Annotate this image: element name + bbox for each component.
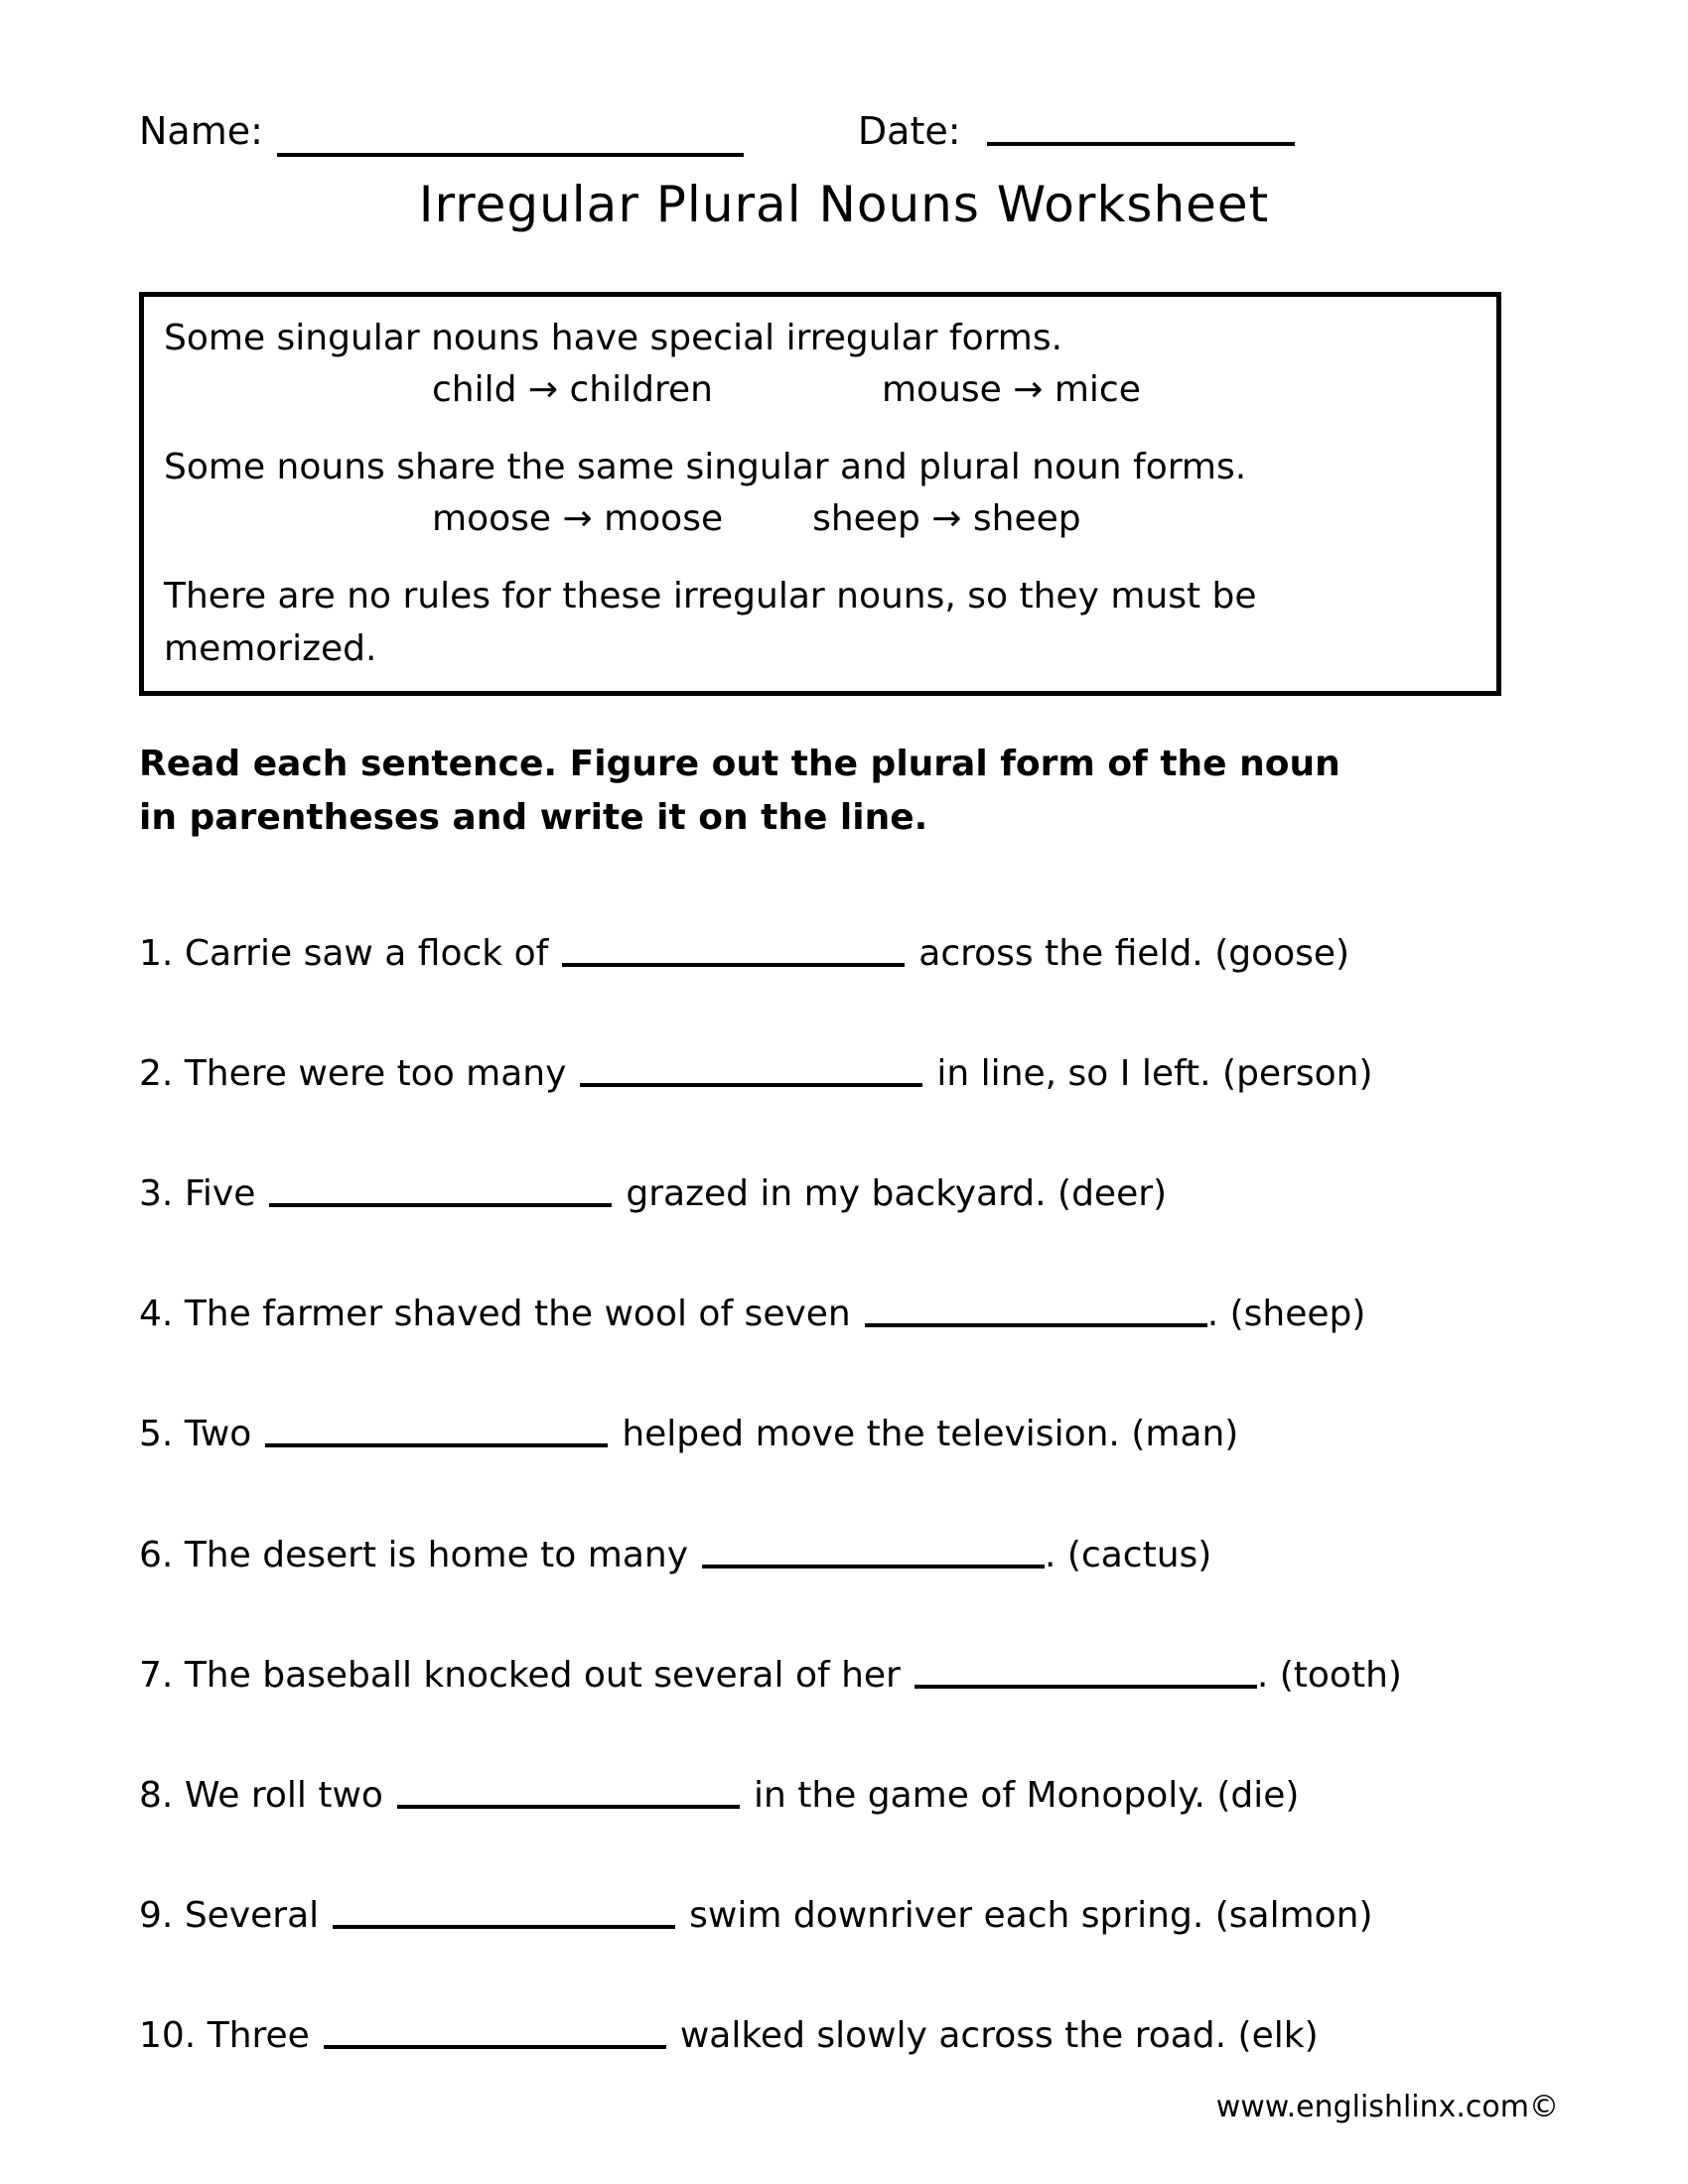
rule-1-example-mouse: mouse → mice — [881, 368, 1141, 410]
answer-blank-5[interactable] — [265, 1441, 608, 1447]
question-row-4 — [139, 1293, 1549, 1335]
question-post-text: grazed in my backyard. (deer) — [626, 1173, 1168, 1215]
question-number: 10. — [139, 2015, 197, 2057]
answer-blank-4[interactable] — [865, 1321, 1207, 1327]
page-title: Irregular Plural Nouns Worksheet — [418, 175, 1270, 233]
question-pre-text: Three — [207, 2015, 310, 2057]
name-label: Name: — [139, 109, 263, 153]
answer-blank-7[interactable] — [914, 1683, 1257, 1689]
rules-box — [139, 292, 1501, 696]
question-pre-text: Two — [184, 1414, 252, 1455]
question-number: 2. — [139, 1052, 174, 1094]
question-post-text: . (cactus) — [1045, 1534, 1212, 1575]
answer-blank-6[interactable] — [702, 1563, 1045, 1569]
instructions-text: Read each sentence. Figure out the plural form of the noun in parentheses and write it on the line. — [139, 743, 1340, 838]
question-number: 1. — [139, 932, 174, 974]
question-row-9 — [139, 1894, 1549, 1937]
question-post-text: . (tooth) — [1256, 1654, 1402, 1696]
footer-site-credit: www.englishlinx.com© — [1215, 2090, 1559, 2124]
question-number: 5. — [139, 1414, 174, 1455]
question-post-text: . (sheep) — [1206, 1294, 1366, 1335]
question-number: 8. — [139, 1775, 174, 1817]
answer-blank-2[interactable] — [580, 1081, 922, 1087]
rule-2-example-moose: moose → moose — [432, 498, 724, 540]
question-row-8 — [139, 1774, 1549, 1817]
question-pre-text: The farmer shaved the wool of seven — [184, 1294, 851, 1335]
answer-blank-8[interactable] — [397, 1803, 740, 1809]
date-label: Date: — [857, 109, 961, 153]
question-pre-text: We roll two — [184, 1775, 383, 1817]
question-row-2 — [139, 1052, 1549, 1095]
question-pre-text: The baseball knocked out several of her — [184, 1654, 901, 1696]
question-post-text: in the game of Monopoly. (die) — [753, 1775, 1300, 1817]
question-row-7 — [139, 1654, 1549, 1697]
question-pre-text: Carrie saw a flock of — [184, 932, 549, 974]
rule-1-example-child: child → children — [432, 368, 713, 410]
question-number: 6. — [139, 1534, 174, 1575]
question-row-6 — [139, 1534, 1549, 1576]
question-post-text: in line, so I left. (person) — [936, 1052, 1373, 1094]
question-post-text: walked slowly across the road. (elk) — [679, 2015, 1319, 2057]
question-number: 4. — [139, 1294, 174, 1335]
rule-1-text: Some singular nouns have special irregular forms. — [164, 317, 1063, 358]
answer-blank-9[interactable] — [333, 1923, 675, 1929]
question-pre-text: Five — [184, 1173, 256, 1215]
question-row-1 — [139, 932, 1549, 975]
question-number: 3. — [139, 1173, 174, 1215]
question-pre-text: There were too many — [184, 1052, 567, 1094]
rule-2-text: Some nouns share the same singular and plural noun forms. — [164, 446, 1247, 487]
question-post-text: helped move the television. (man) — [622, 1414, 1239, 1455]
answer-blank-10[interactable] — [324, 2043, 666, 2049]
rules-note: There are no rules for these irregular nouns, so they must be memorized. — [164, 576, 1257, 669]
question-pre-text: Several — [184, 1895, 320, 1937]
question-row-10 — [139, 2014, 1549, 2057]
date-group — [858, 109, 1295, 155]
answer-blank-3[interactable] — [269, 1201, 612, 1207]
rule-2-example-sheep: sheep → sheep — [812, 498, 1081, 540]
question-post-text: across the field. (goose) — [918, 932, 1350, 974]
name-blank-line[interactable] — [277, 151, 744, 157]
question-row-5 — [139, 1413, 1549, 1455]
questions-list — [139, 932, 1549, 2058]
rule-1-examples — [164, 364, 1477, 416]
question-number: 7. — [139, 1654, 174, 1696]
question-pre-text: The desert is home to many — [184, 1534, 689, 1575]
question-row-3 — [139, 1172, 1549, 1215]
question-post-text: swim downriver each spring. (salmon) — [689, 1895, 1373, 1937]
name-date-row — [139, 109, 1549, 155]
date-blank-line[interactable] — [987, 140, 1295, 146]
answer-blank-1[interactable] — [562, 961, 905, 967]
rule-2-examples — [164, 493, 1477, 545]
question-number: 9. — [139, 1895, 174, 1937]
